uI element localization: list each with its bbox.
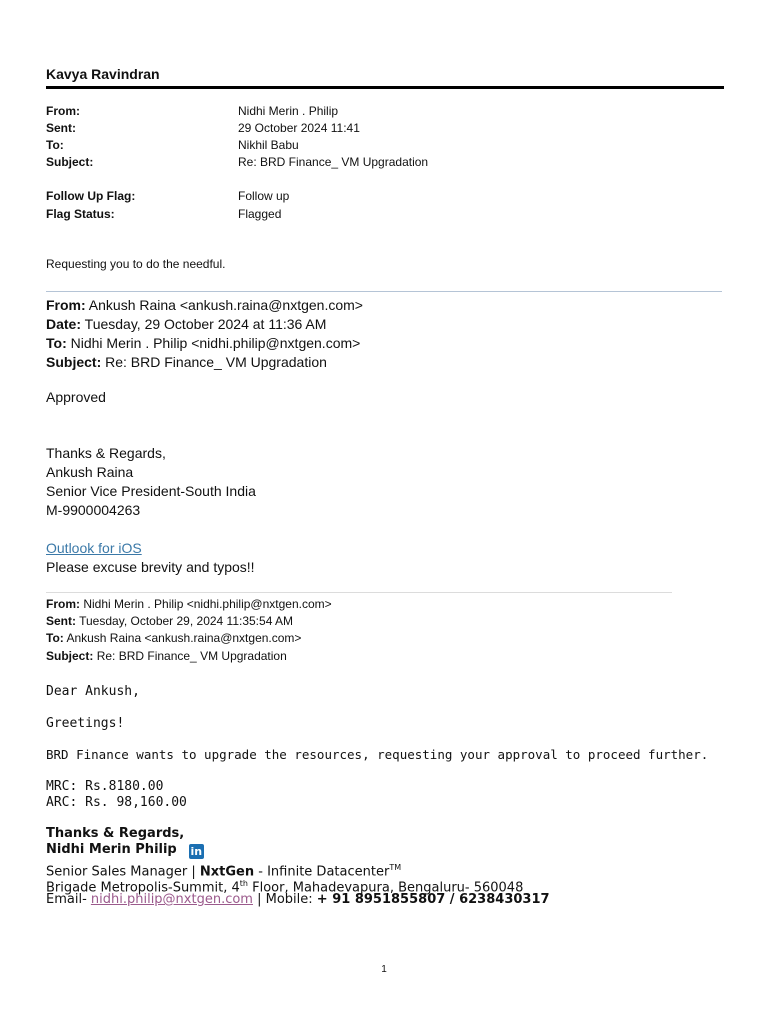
header-to-value: Nikhil Babu [238, 138, 299, 152]
header-from-label: From: [46, 104, 80, 118]
signature-name: Nidhi Merin Philip [46, 842, 177, 857]
header-subject-label: Subject: [46, 155, 94, 169]
reply2-separator [46, 592, 672, 593]
reply1-subject-value: Re: BRD Finance_ VM Upgradation [105, 354, 327, 370]
reply2-from-value: Nidhi Merin . Philip <nidhi.philip@nxtgen.com> [83, 597, 332, 611]
signature-tagline: - Infinite Datacenter [254, 864, 390, 880]
reply1-sign-off: Thanks & Regards, [46, 445, 166, 461]
reply2-to-value: Ankush Raina <ankush.raina@nxtgen.com> [66, 631, 302, 645]
reply2-arc: ARC: Rs. 98,160.00 [46, 795, 187, 810]
reply1-to-label: To: [46, 335, 67, 351]
header-to-label: To: [46, 138, 64, 152]
page-number: 1 [381, 964, 387, 975]
signature-email-label: Email- [46, 892, 91, 907]
trademark-mark: TM [389, 863, 402, 872]
signature-email-link[interactable]: nidhi.philip@nxtgen.com [90, 892, 253, 907]
signature-address-pre: Brigade Metropolis-Summit, 4 [46, 880, 240, 896]
owner-divider [46, 86, 724, 89]
signature-mobile: + 91 8951855807 / 6238430317 [316, 892, 550, 907]
header-from-value: Nidhi Merin . Philip [238, 104, 339, 118]
reply1-to [46, 334, 360, 353]
reply1-subject [46, 353, 327, 372]
signature-address-post: Floor, Mahadevapura, Bengaluru- 560048 [247, 880, 524, 896]
header-sent-value: 29 October 2024 11:41 [238, 121, 360, 135]
reply2-subject-label: Subject: [46, 649, 94, 663]
header-flag-value: Follow up [238, 189, 290, 203]
reply1-subject-label: Subject: [46, 354, 102, 370]
reply1-from-label: From: [46, 297, 86, 313]
reply2-greetings: Greetings! [46, 716, 125, 731]
reply2-to-label: To: [46, 631, 64, 645]
header-subject-value: Re: BRD Finance_ VM Upgradation [238, 155, 429, 169]
header-flag-status-label: Flag Status: [46, 207, 115, 221]
reply-separator [46, 291, 722, 292]
reply2-greeting: Dear Ankush, [46, 684, 140, 699]
header-flag-label: Follow Up Flag: [46, 189, 136, 203]
reply2-sent-label: Sent: [46, 614, 76, 628]
reply2-from-label: From: [46, 597, 80, 611]
reply1-date-value: Tuesday, 29 October 2024 at 11:36 AM [84, 316, 327, 332]
signature-mobile-label: | Mobile: [252, 892, 317, 907]
signature-sign-off: Thanks & Regards, [46, 826, 185, 841]
reply2-body: BRD Finance wants to upgrade the resources, requesting your approval to proceed further. [46, 747, 709, 762]
reply1-date-label: Date: [46, 316, 82, 332]
reply1-from [46, 296, 363, 315]
reply1-mobile: M-9900004263 [46, 502, 141, 518]
reply1-disclaimer: Please excuse brevity and typos!! [46, 559, 255, 575]
reply1-to-value: Nidhi Merin . Philip <nidhi.philip@nxtgen.com> [70, 335, 361, 351]
reply2-subject [46, 649, 287, 663]
reply1-name: Ankush Raina [46, 464, 134, 480]
outlook-ios-link[interactable]: Outlook for iOS [46, 540, 142, 556]
reply2-sent [46, 614, 293, 628]
reply1-from-value: Ankush Raina <ankush.raina@nxtgen.com> [88, 297, 363, 313]
reply1-title: Senior Vice President-South India [46, 483, 256, 499]
reply2-to [46, 631, 301, 645]
reply2-from [46, 597, 332, 611]
signature-name-row [46, 842, 204, 859]
reply2-subject-value: Re: BRD Finance_ VM Upgradation [96, 649, 287, 663]
header-flag-status-value: Flagged [238, 207, 282, 221]
intro-text: Requesting you to do the needful. [46, 257, 226, 271]
signature-company: NxtGen [199, 864, 255, 880]
reply1-body: Approved [46, 389, 106, 405]
reply2-sent-value: Tuesday, October 29, 2024 11:35:54 AM [79, 614, 294, 628]
reply2-mrc: MRC: Rs.8180.00 [46, 779, 164, 794]
header-sent-label: Sent: [46, 121, 76, 135]
signature-contact-row [46, 892, 550, 908]
mailbox-owner: Kavya Ravindran [46, 66, 160, 82]
signature-address-sup: th [239, 879, 248, 888]
linkedin-icon[interactable]: in [190, 845, 203, 858]
signature-role: Senior Sales Manager | [46, 864, 200, 880]
reply1-date [46, 315, 326, 334]
